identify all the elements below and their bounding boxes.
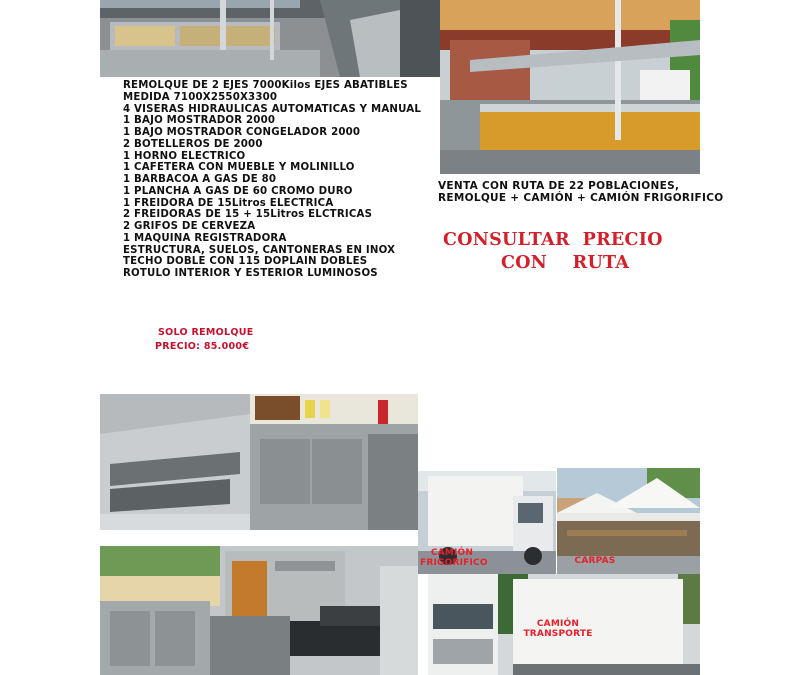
spec-item: REMOLQUE DE 2 EJES 7000Kilos EJES ABATIBLES xyxy=(123,80,408,91)
spec-item: 1 FREIDORA DE 15Litros ELECTRICA xyxy=(123,197,334,209)
trailer-exterior-photo xyxy=(440,0,700,174)
spec-item: 1 BARBACOA A GAS DE 80 xyxy=(123,174,277,185)
spec-item: ROTULO INTERIOR Y ESTERIOR LUMINOSOS xyxy=(123,268,378,279)
consult-route-heading: CON RUTA xyxy=(501,253,630,273)
spec-item: 4 VISERAS HIDRAULICAS AUTOMATICAS Y MANUAL xyxy=(123,103,422,115)
refrigerated-truck-label-2: FRIGORIFICO xyxy=(420,558,488,568)
spec-item: 1 PLANCHA A GAS DE 60 CROMO DURO xyxy=(123,185,353,197)
spec-item: 1 MAQUINA REGISTRADORA xyxy=(123,232,287,244)
price-label: PRECIO: 85.000€ xyxy=(155,341,250,352)
oven-register-photo xyxy=(100,546,418,675)
tents-label: CARPAS xyxy=(574,556,616,566)
spec-item: 1 HORNO ELECTRICO xyxy=(123,150,246,162)
spec-item: 1 BAJO MOSTRADOR 2000 xyxy=(123,115,276,127)
route-line-1: VENTA CON RUTA DE 22 POBLACIONES, xyxy=(438,180,680,192)
transport-truck-label-2: TRANSPORTE xyxy=(523,629,593,639)
fryers-photo xyxy=(100,394,418,530)
route-line-2: REMOLQUE + CAMIÓN + CAMIÓN FRIGORIFICO xyxy=(438,192,724,204)
spec-item: ESTRUCTURA, SUELOS, CANTONERAS EN INOX xyxy=(123,244,396,256)
equipment-spec-list xyxy=(123,80,433,280)
spec-item: 1 BAJO MOSTRADOR CONGELADOR 2000 xyxy=(123,127,361,138)
spec-item: 2 GRIFOS DE CERVEZA xyxy=(123,221,256,232)
trailer-only-label: SOLO REMOLQUE xyxy=(158,327,254,338)
consult-price-heading: CONSULTAR PRECIO xyxy=(443,230,663,250)
refrigerated-truck-label-1: CAMIÓN xyxy=(430,548,474,558)
transport-truck-label-1: CAMIÓN xyxy=(536,619,580,629)
spec-item: 2 FREIDORAS DE 15 + 15Litros ELCTRICAS xyxy=(123,209,373,221)
spec-item: 1 CAFETERA CON MUEBLE Y MOLINILLO xyxy=(123,162,355,174)
spec-item: 2 BOTELLEROS DE 2000 xyxy=(123,138,263,150)
spec-item: MEDIDA 7100X2550X3300 xyxy=(123,91,278,103)
spec-item: TECHO DOBLE CON 115 DOPLAIN DOBLES xyxy=(123,256,368,268)
trailer-interior-photo xyxy=(100,0,440,77)
